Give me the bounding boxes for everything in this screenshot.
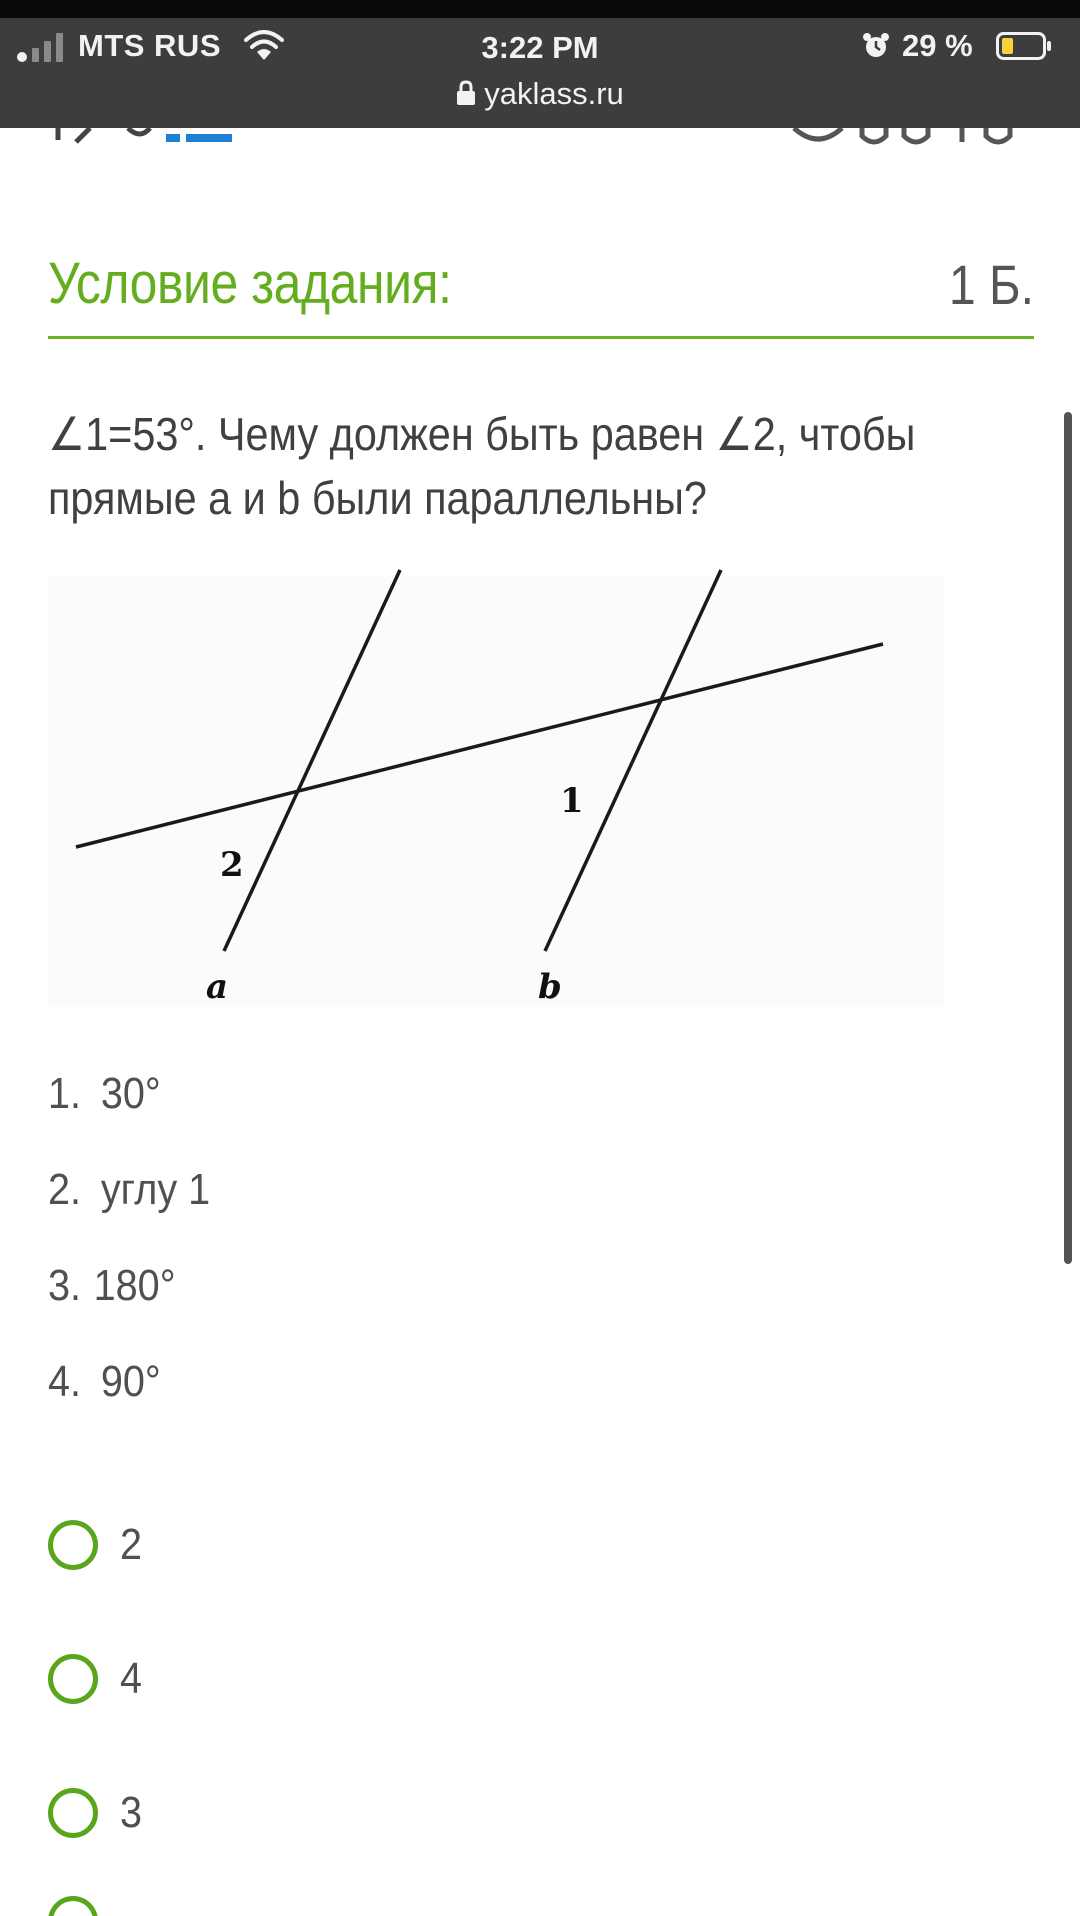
option-label: 3 xyxy=(120,1788,143,1837)
option-label: 2 xyxy=(120,1520,143,1569)
answer-number: 4. xyxy=(48,1357,82,1406)
answer-text: 180° xyxy=(93,1261,176,1310)
option-4[interactable] xyxy=(48,1634,648,1768)
angle-2-label: 2 xyxy=(220,845,244,885)
answer-number: 1. xyxy=(48,1069,82,1118)
list-item xyxy=(48,1238,858,1334)
answer-text: 90° xyxy=(100,1357,161,1406)
address-bar[interactable] xyxy=(0,76,1080,112)
answer-number: 3. xyxy=(48,1261,82,1310)
task-title: Условие задания: xyxy=(48,251,452,316)
battery-icon xyxy=(996,32,1052,60)
list-item xyxy=(48,1142,858,1238)
radio-button[interactable] xyxy=(48,1654,98,1704)
answer-list xyxy=(48,1046,948,1430)
list-item xyxy=(48,1046,858,1142)
line-a-label: a xyxy=(206,967,229,1006)
status-bar xyxy=(0,0,1080,128)
answer-options xyxy=(48,1500,648,1902)
carrier-name: MTS RUS xyxy=(78,28,221,63)
radio-button[interactable] xyxy=(48,1520,98,1570)
list-item xyxy=(48,1334,858,1430)
scrollbar[interactable] xyxy=(1064,412,1072,1264)
question-text: ∠1=53°. Чему должен быть равен ∠2, чтобы прямые a и b были параллельны? xyxy=(48,408,916,524)
answer-text: углу 1 xyxy=(100,1165,211,1214)
answer-number: 2. xyxy=(48,1165,82,1214)
url-text: yaklass.ru xyxy=(484,76,624,111)
alarm-icon xyxy=(862,32,890,60)
option-3[interactable] xyxy=(48,1768,648,1902)
figure-background xyxy=(48,576,944,1006)
lock-icon xyxy=(456,80,476,106)
clock: 3:22 PM xyxy=(481,30,599,65)
scrolled-header-remnant xyxy=(0,128,1080,158)
answer-text: 30° xyxy=(100,1069,161,1118)
battery-percent: 29 % xyxy=(902,28,973,63)
title-divider xyxy=(48,336,1034,339)
angle-1-label: 1 xyxy=(560,781,584,821)
top-edge xyxy=(0,0,1080,18)
option-2[interactable] xyxy=(48,1500,648,1634)
option-label: 4 xyxy=(120,1654,143,1703)
radio-button[interactable] xyxy=(48,1788,98,1838)
geometry-figure xyxy=(48,566,948,1006)
line-b-label: b xyxy=(538,967,562,1006)
task-points: 1 Б. xyxy=(948,253,1034,316)
